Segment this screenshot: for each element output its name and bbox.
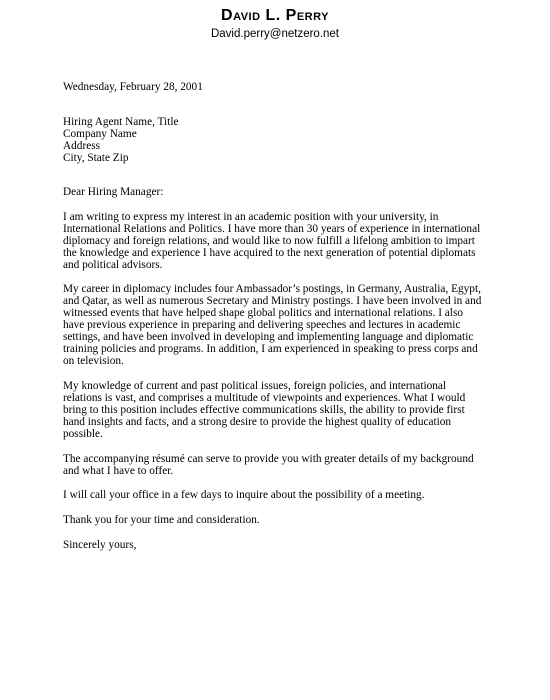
paragraph-line: hand insights and facts, and a strong desire to provide the highest quality of education	[63, 416, 452, 428]
paragraph-line: the knowledge and experience I have acquired to the next generation of potential diplomats	[63, 247, 476, 259]
paragraph-line: and political advisors.	[63, 259, 163, 271]
paragraph-line: training policies and programs. In addition, I am experienced in speaking to press corps and	[63, 343, 478, 355]
paragraph-line: have previous experience in preparing and delivering speeches and lectures in academic	[63, 319, 461, 331]
recipient-city-state-zip: City, State Zip	[63, 152, 129, 164]
recipient-address	[63, 116, 503, 164]
recipient-company: Company Name	[63, 128, 137, 140]
paragraph-line: International Relations and Politics. I have more than 30 years of experience in international	[63, 223, 481, 235]
paragraph-line: on television.	[63, 355, 124, 367]
salutation: Dear Hiring Manager:	[63, 186, 164, 198]
paragraph-line: Thank you for your time and consideration.	[63, 514, 260, 526]
paragraph-resume	[63, 453, 503, 477]
paragraph-line: and what I have to offer.	[63, 465, 174, 477]
paragraph-line: witnessed events that have helped shape global politics and international relations. I also	[63, 307, 463, 319]
closing: Sincerely yours,	[63, 539, 137, 551]
paragraph-line: My career in diplomacy includes four Ambassador’s postings, in Germany, Australia, Egypt,	[63, 283, 481, 295]
paragraph-line: possible.	[63, 428, 103, 440]
sender-name: David L. Perry	[221, 7, 329, 24]
recipient-name-title: Hiring Agent Name, Title	[63, 116, 179, 128]
paragraph-line: I am writing to express my interest in an academic position with your university, in	[63, 211, 439, 223]
paragraph-line: diplomacy and foreign relations, and would like to now fulfill a lifelong ambition to impart	[63, 235, 475, 247]
paragraph-line: I will call your office in a few days to inquire about the possibility of a meeting.	[63, 489, 425, 501]
paragraph-line: relations is vast, and comprises a multitude of viewpoints and experiences. What I would	[63, 392, 466, 404]
recipient-street: Address	[63, 140, 101, 152]
sender-email: David.perry@netzero.net	[210, 28, 339, 40]
letter-date: Wednesday, February 28, 2001	[63, 81, 203, 93]
paragraph-line: bring to this position includes effective communications skills, the ability to provide first	[63, 404, 465, 416]
paragraph-interest	[63, 211, 503, 271]
paragraph-thanks	[63, 514, 503, 526]
paragraph-career	[63, 283, 503, 367]
letterhead	[0, 6, 550, 42]
paragraph-line: My knowledge of current and past political issues, foreign policies, and international	[63, 380, 447, 392]
paragraph-line: settings, and have been involved in developing and implementing language and diplomatic	[63, 331, 474, 343]
paragraph-follow-up	[63, 489, 503, 501]
paragraph-line: and Qatar, as well as numerous Secretary and Ministry postings. I have been involved in and	[63, 295, 482, 307]
paragraph-knowledge	[63, 380, 503, 440]
paragraph-line: The accompanying résumé can serve to provide you with greater details of my background	[63, 453, 474, 465]
